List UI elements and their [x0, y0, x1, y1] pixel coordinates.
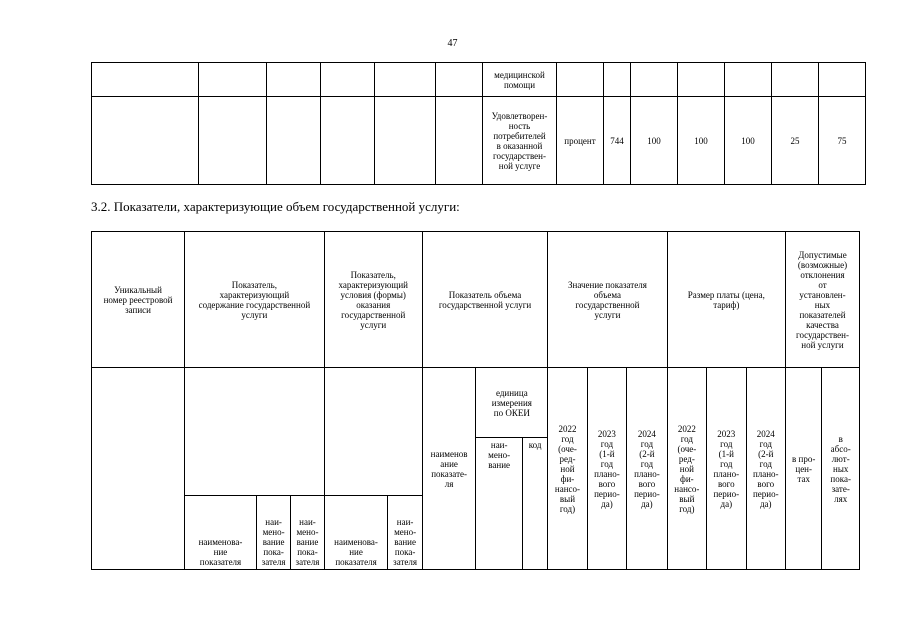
header-registry-number — [92, 232, 185, 368]
header-conditions-name-2-text: наи- мено- вание пока- зателя — [393, 517, 418, 567]
header-content-name-2 — [256, 496, 290, 570]
deviation-absolute-cell: 75 — [819, 97, 866, 185]
registry-empty-cell — [92, 368, 185, 570]
value-2024-cell: 100 — [725, 97, 772, 185]
empty-cell — [267, 63, 321, 97]
empty-cell — [772, 63, 819, 97]
header-unit-name-text: наи- мено- вание — [488, 440, 511, 470]
indicator-name-cell — [483, 97, 557, 185]
empty-cell — [375, 63, 436, 97]
quality-table-continuation — [91, 62, 866, 185]
empty-cell — [725, 63, 772, 97]
content-empty-cell — [185, 368, 325, 496]
header-allowed-deviation — [785, 232, 859, 368]
header-content-name-2-text: наи- мено- вание пока- зателя — [261, 517, 286, 567]
header-content-indicator-text: Показатель, характеризующий содержание государственной услуги — [198, 279, 311, 320]
header-fee — [667, 232, 785, 368]
deviation-percent-cell: 25 — [772, 97, 819, 185]
header-content-name-1-text: наименова- ние показателя — [198, 537, 243, 567]
header-fee-2024 — [746, 368, 785, 570]
header-volume-indicator — [422, 232, 547, 368]
header-fee-2024-text: 2024 год (2-й год плано- вого перио- да) — [752, 428, 779, 509]
empty-cell — [678, 63, 725, 97]
empty-cell — [436, 97, 483, 185]
header-conditions-name-1-text: наименова- ние показателя — [334, 537, 378, 567]
indicator-name-text: Удовлетворен- ность потребителей в оказанной государствен- ной услуге — [491, 110, 548, 171]
header-indicator-value-text: Значение показателя объема государственной услуги — [568, 279, 647, 320]
header-conditions-name-2 — [388, 496, 422, 570]
header-unit-code — [522, 438, 547, 570]
section-title: 3.2. Показатели, характеризующие объем государственной услуги: — [91, 199, 460, 214]
header-deviation-percent — [785, 368, 821, 570]
header-unit-okei-text: единица измерения по ОКЕИ — [491, 387, 532, 418]
indicator-name-text: медицинской помощи — [494, 69, 545, 90]
indicator-name-cell — [483, 63, 557, 97]
header-unit-code-text: код — [528, 440, 542, 450]
header-conditions-indicator — [324, 232, 422, 368]
empty-cell — [267, 97, 321, 185]
unit-code-cell: 744 — [604, 97, 631, 185]
page-number: 47 — [447, 38, 458, 49]
header-fee-text: Размер платы (цена, тариф) — [687, 289, 765, 310]
empty-cell — [375, 97, 436, 185]
header-content-name-3 — [291, 496, 324, 570]
empty-cell — [819, 63, 866, 97]
header-value-2023 — [587, 368, 626, 570]
empty-cell — [436, 63, 483, 97]
header-conditions-indicator-text: Показатель, характеризующий условия (формы) оказания государственной услуги — [338, 269, 408, 330]
header-conditions-name-1 — [324, 496, 388, 570]
empty-cell — [604, 63, 631, 97]
header-deviation-percent-text: в про- цен- тах — [792, 453, 816, 484]
empty-cell — [631, 63, 678, 97]
header-allowed-deviation-text: Допустимые (возможные) отклонения от установлен- ных показателей качества государствен- ной услуги — [795, 249, 849, 350]
header-content-indicator — [185, 232, 325, 368]
volume-indicators-table — [91, 231, 860, 570]
empty-cell — [321, 63, 375, 97]
header-fee-2022-text: 2022 год (оче- ред- ной фи- нансо- вый год) — [674, 423, 700, 514]
header-indicator-name — [422, 368, 476, 570]
header-fee-2023 — [707, 368, 746, 570]
header-content-name-1 — [185, 496, 257, 570]
header-indicator-value — [548, 232, 667, 368]
header-registry-number-text: Уникальный номер реестровой записи — [103, 284, 173, 315]
header-value-2023-text: 2023 год (1-й год плано- вого перио- да) — [594, 428, 620, 509]
empty-cell — [199, 63, 267, 97]
header-fee-2022 — [667, 368, 706, 570]
header-value-2022 — [548, 368, 587, 570]
unit-name-cell: процент — [557, 97, 604, 185]
header-deviation-absolute-text: в абсо- лют- ных пока- зате- лях — [830, 433, 851, 504]
header-deviation-absolute — [822, 368, 860, 570]
header-value-2024 — [627, 368, 667, 570]
value-2022-cell: 100 — [631, 97, 678, 185]
empty-cell — [557, 63, 604, 97]
empty-cell — [92, 63, 199, 97]
header-unit-name — [476, 438, 523, 570]
header-unit-okei — [476, 368, 548, 438]
conditions-empty-cell — [324, 368, 422, 496]
header-volume-indicator-text: Показатель объема государственной услуги — [438, 289, 532, 310]
empty-cell — [321, 97, 375, 185]
empty-cell — [92, 97, 199, 185]
header-fee-2023-text: 2023 год (1-й год плано- вого перио- да) — [713, 428, 740, 509]
header-value-2022-text: 2022 год (оче- ред- ной фи- нансо- вый год) — [554, 423, 581, 514]
value-2023-cell: 100 — [678, 97, 725, 185]
header-value-2024-text: 2024 год (2-й год плано- вого перио- да) — [634, 428, 660, 509]
empty-cell — [199, 97, 267, 185]
header-indicator-name-text: наименов ание показате- ля — [430, 448, 468, 489]
header-content-name-3-text: наи- мено- вание пока- зателя — [295, 517, 320, 567]
